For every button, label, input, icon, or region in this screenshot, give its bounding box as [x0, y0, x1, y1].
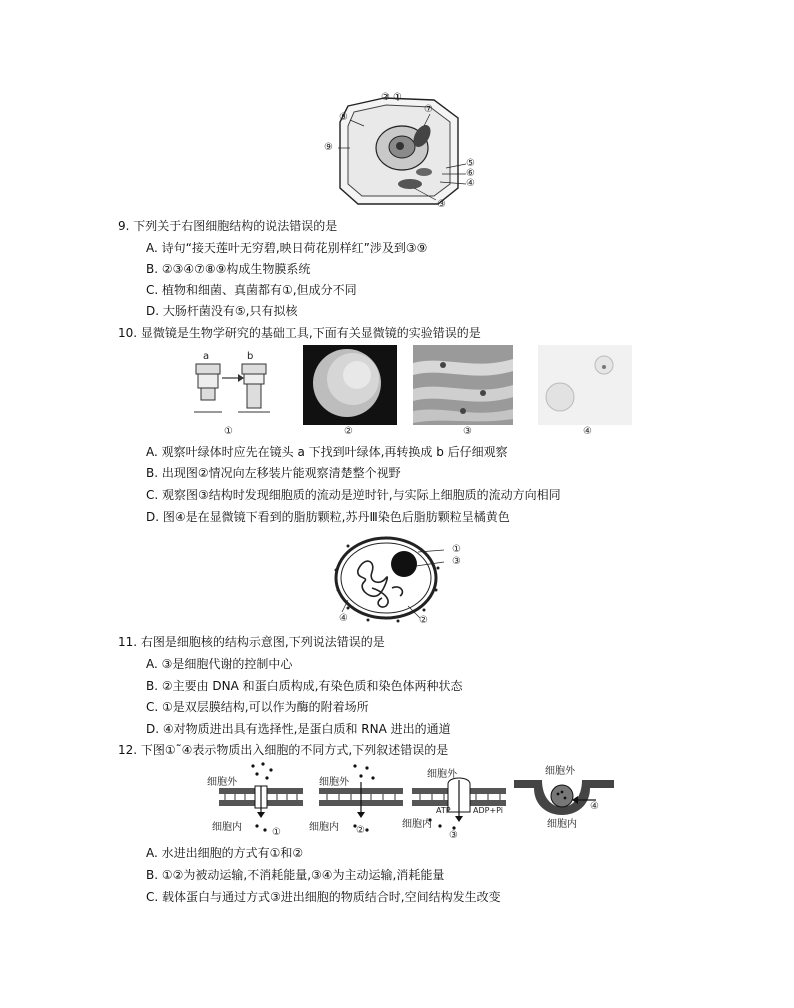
p1-inside: 细胞内 [212, 822, 242, 833]
objective-lens-diagram [186, 350, 276, 418]
p2-inside: 细胞内 [309, 822, 339, 833]
q11-option-d: D. ④对物质进出具有选择性,是蛋白质和 RNA 进出的通道 [146, 722, 451, 736]
q12-option-a: A. 水进出细胞的方式有①和② [146, 846, 304, 860]
p4-outside: 细胞外 [545, 766, 575, 777]
q12-caption-3: ③ [449, 830, 458, 841]
p4-inside: 细胞内 [547, 819, 577, 830]
q9-option-a: A. 诗句“接天莲叶无穷碧,映日荷花别样红”涉及到③⑨ [146, 241, 428, 255]
q12-caption-1: ① [272, 827, 281, 838]
cell-label-2: ② [381, 92, 390, 103]
nucleus-label-4: ④ [339, 613, 348, 624]
micrograph-dark-field [303, 345, 397, 425]
p3-outside: 细胞外 [427, 769, 457, 780]
q10-caption-4: ④ [583, 426, 592, 437]
q11-option-b: B. ②主要由 DNA 和蛋白质构成,有染色质和染色体两种状态 [146, 679, 463, 693]
p3-atp: ATP [436, 806, 451, 815]
cell-label-8: ⑧ [339, 112, 348, 123]
q12-caption-4: ④ [590, 801, 599, 812]
q12-stem: 12. 下图①˜④表示物质出入细胞的不同方式,下列叙述错误的是 [118, 743, 449, 757]
q11-option-a: A. ③是细胞代谢的控制中心 [146, 657, 293, 671]
p3-inside: 细胞内 [402, 819, 432, 830]
q10-option-a: A. 观察叶绿体时应先在镜头 a 下找到叶绿体,再转换成 b 后仔细观察 [146, 445, 508, 459]
p1-outside: 细胞外 [207, 777, 237, 788]
q11-stem: 11. 右图是细胞核的结构示意图,下列说法错误的是 [118, 635, 385, 649]
plant-cell-figure [318, 92, 476, 210]
p3-adp: ADP+Pi [473, 806, 504, 815]
p2-outside: 细胞外 [319, 777, 349, 788]
cell-label-7: ⑦ [424, 104, 433, 115]
q10-option-d: D. 图④是在显微镜下看到的脂肪颗粒,苏丹Ⅲ染色后脂肪颗粒呈橘黄色 [146, 510, 510, 524]
q10-caption-1: ① [224, 426, 233, 437]
q11-option-c: C. ①是双层膜结构,可以作为酶的附着场所 [146, 700, 369, 714]
cell-label-1: ① [393, 92, 402, 103]
cell-label-5: ⑤ [466, 158, 475, 169]
cell-label-3: ③ [437, 199, 446, 210]
q9-option-b: B. ②③④⑦⑧⑨构成生物膜系统 [146, 262, 311, 276]
micrograph-cytoplasm-flow [413, 345, 513, 425]
q9-stem: 9. 下列关于右图细胞结构的说法错误的是 [118, 219, 338, 233]
q12-option-c: C. 载体蛋白与通过方式③进出细胞的物质结合时,空间结构发生改变 [146, 890, 501, 904]
q9-option-d: D. 大肠杆菌没有⑤,只有拟核 [146, 304, 298, 318]
q10-caption-2: ② [344, 426, 353, 437]
q12-caption-2: ② [356, 825, 365, 836]
q10-stem: 10. 显微镜是生物学研究的基础工具,下面有关显微镜的实验错误的是 [118, 326, 481, 340]
nucleus-figure [328, 530, 448, 626]
nucleus-label-1: ① [452, 544, 461, 555]
micrograph-fat-droplets [538, 345, 632, 425]
q10-option-c: C. 观察图③结构时发现细胞质的流动是逆时针,与实际上细胞质的流动方向相同 [146, 488, 561, 502]
q9-option-c: C. 植物和细菌、真菌都有①,但成分不同 [146, 283, 357, 297]
cell-label-4: ④ [466, 178, 475, 189]
q10-caption-3: ③ [463, 426, 472, 437]
cell-label-6: ⑥ [466, 168, 475, 179]
q12-option-b: B. ①②为被动运输,不消耗能量,③④为主动运输,消耗能量 [146, 868, 445, 882]
q10-option-b: B. 出现图②情况向左移装片能观察清楚整个视野 [146, 466, 401, 480]
cell-label-9: ⑨ [324, 142, 333, 153]
nucleus-label-2: ② [419, 615, 428, 626]
nucleus-label-3: ③ [452, 556, 461, 567]
lens-a-label: a [203, 351, 210, 362]
lens-b-label: b [247, 351, 254, 362]
